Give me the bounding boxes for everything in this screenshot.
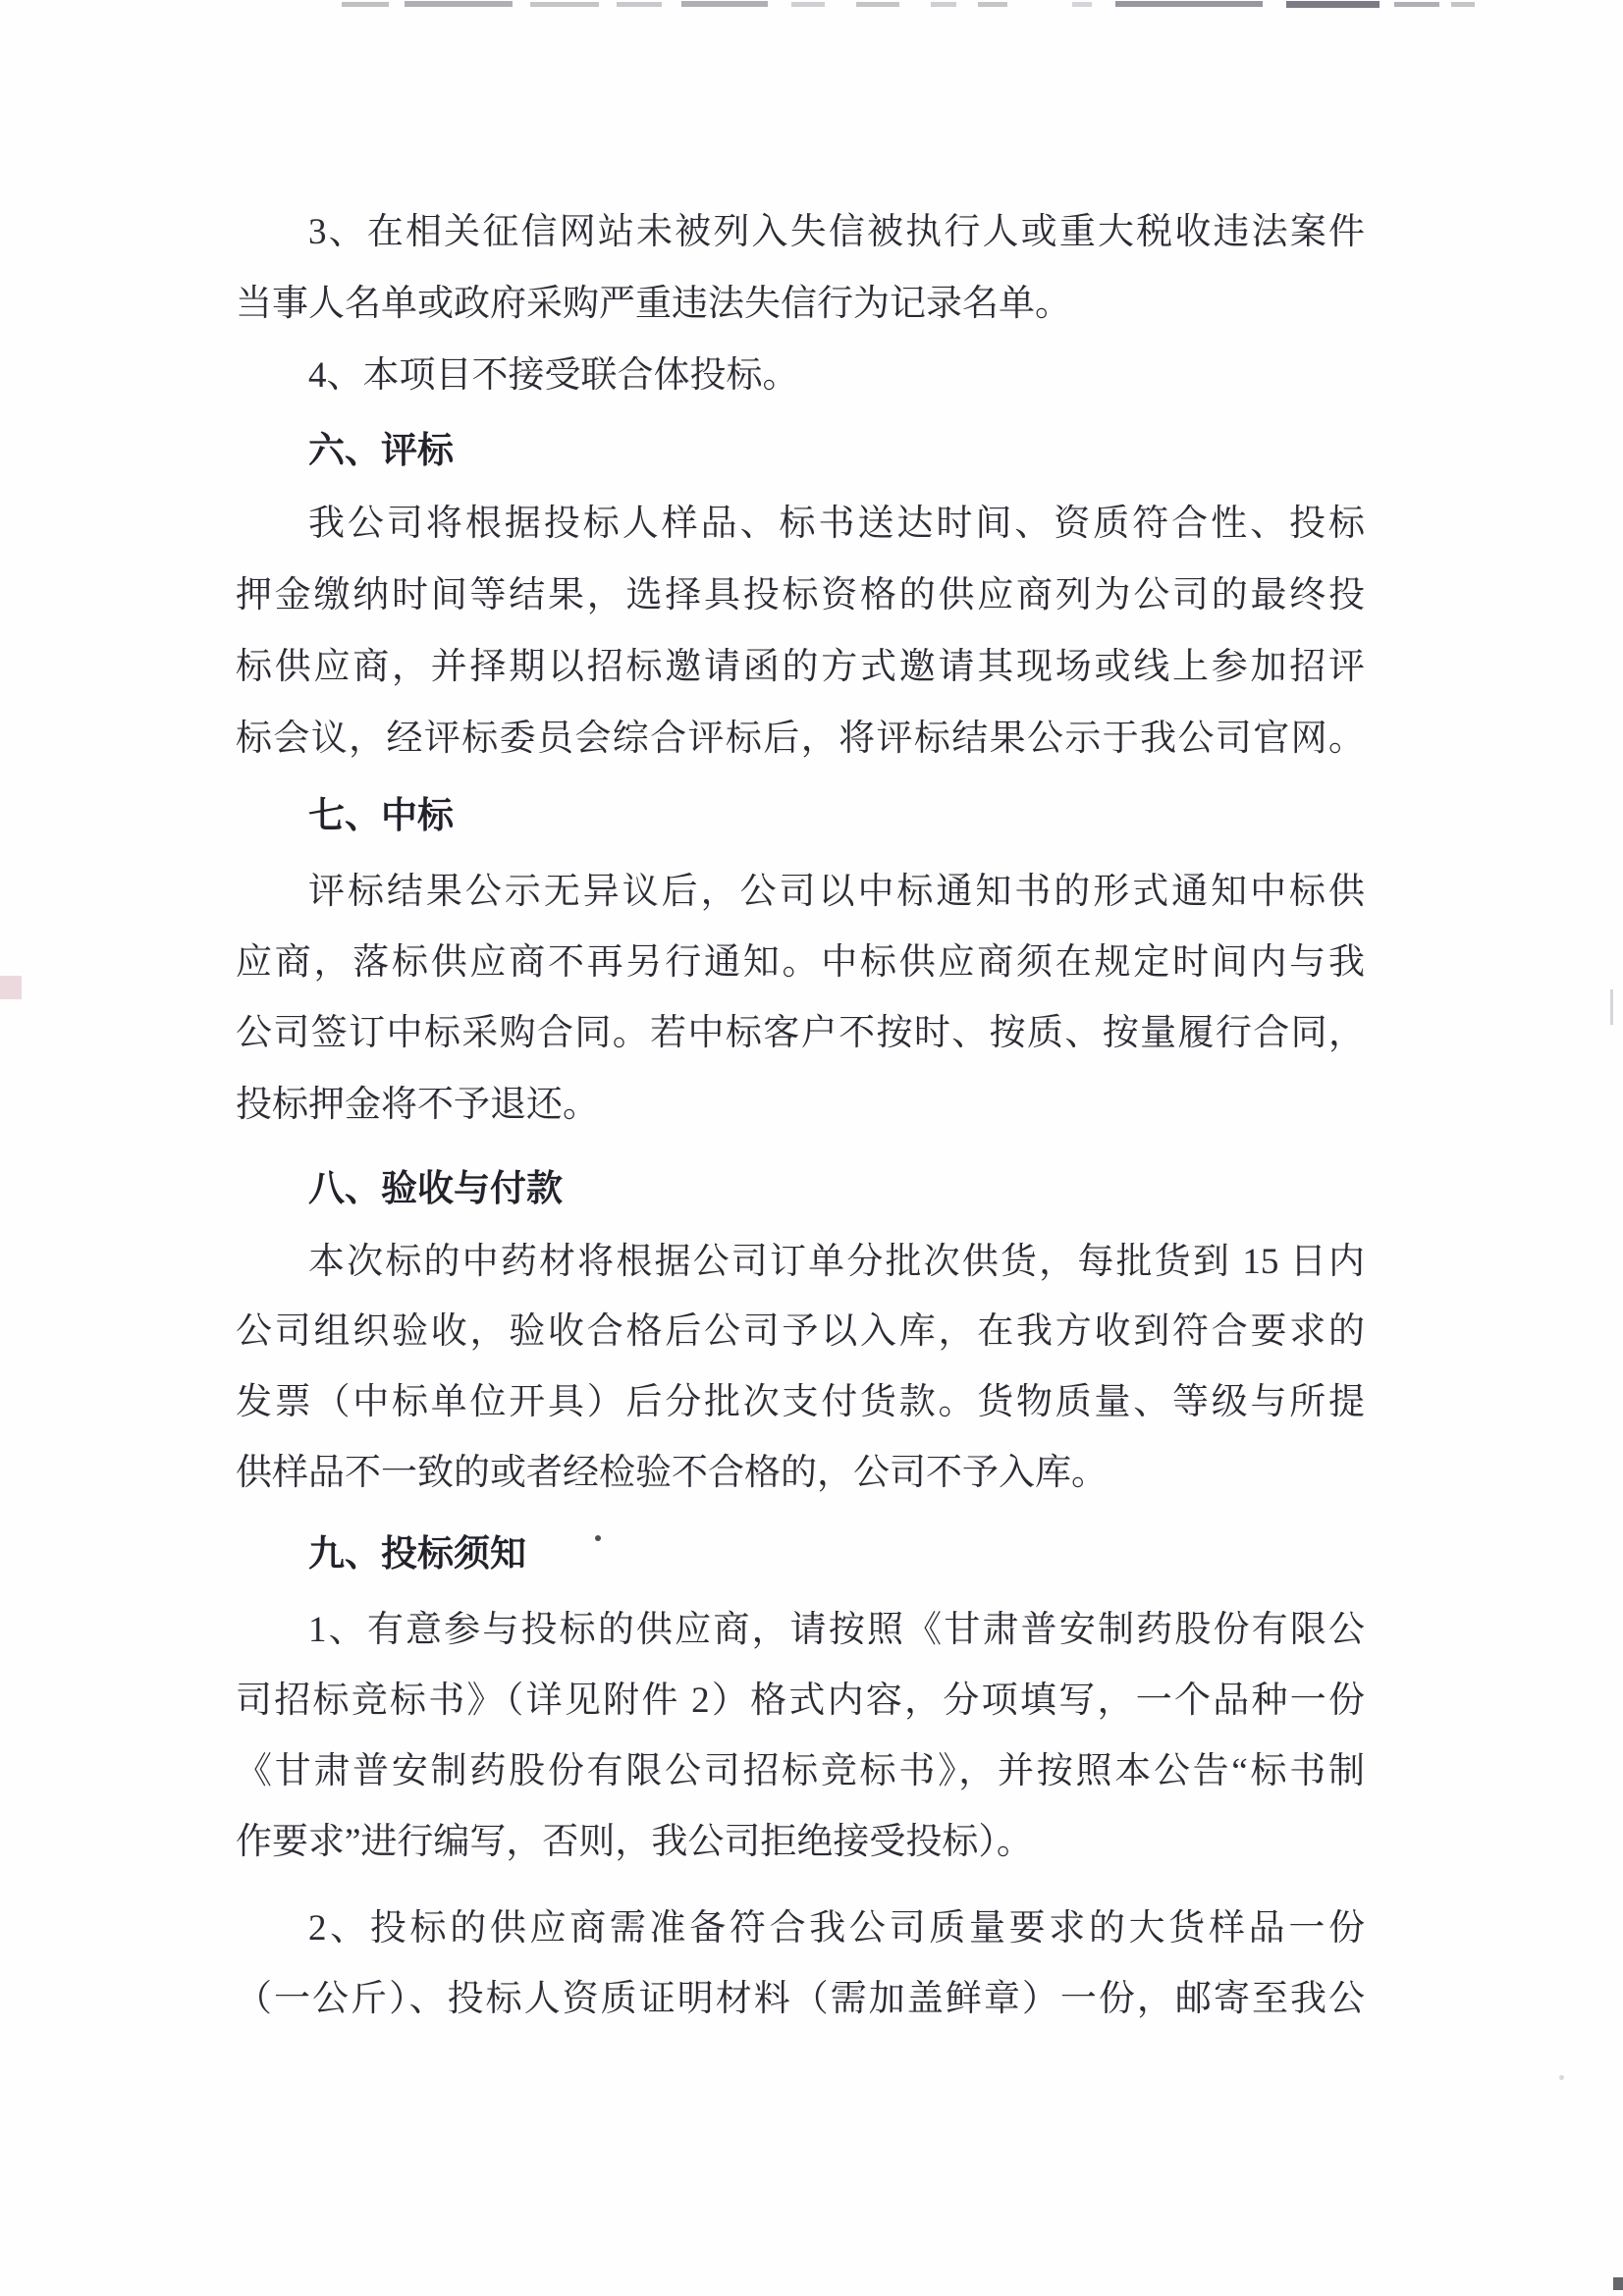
scan-artifact-spot xyxy=(1559,2075,1564,2080)
scan-artifact-top-edge xyxy=(1394,2,1439,7)
text-line: 1、有意参与投标的供应商，请按照《甘肃普安制药股份有限公 xyxy=(308,1610,1365,1650)
section-heading: 八、验收与付款 xyxy=(308,1168,563,1208)
text-line: 司招标竞标书》（详见附件 2）格式内容，分项填写，一个品种一份 xyxy=(236,1681,1365,1721)
text-line: 《甘肃普安制药股份有限公司招标竞标书》，并按照本公告“标书制 xyxy=(236,1751,1365,1791)
text-line: 供样品不一致的或者经检验不合格的，公司不予入库。 xyxy=(236,1453,1108,1493)
scan-artifact-top-edge xyxy=(1115,1,1263,7)
scan-artifact-spot xyxy=(1613,2277,1623,2290)
text-line: 投标押金将不予退还。 xyxy=(236,1085,599,1125)
scan-artifact-top-edge xyxy=(931,2,956,7)
scan-artifact-top-edge xyxy=(681,1,768,7)
text-line: 4、本项目不接受联合体投标。 xyxy=(308,355,799,396)
scan-artifact-spot xyxy=(0,976,22,999)
text-line: 评标结果公示无异议后，公司以中标通知书的形式通知中标供 xyxy=(308,872,1365,912)
scan-artifact-top-edge xyxy=(1451,2,1475,7)
scan-artifact-top-edge xyxy=(342,2,389,7)
text-line: 我公司将根据投标人样品、标书送达时间、资质符合性、投标 xyxy=(308,504,1365,544)
text-line: 2、投标的供应商需准备符合我公司质量要求的大货样品一份 xyxy=(308,1908,1365,1949)
text-line: 作要求”进行编写，否则，我公司拒绝接受投标）。 xyxy=(236,1822,1033,1862)
text-line: 标供应商，并择期以招标邀请函的方式邀请其现场或线上参加招评 xyxy=(236,647,1365,687)
text-line: 应商，落标供应商不再另行通知。中标供应商须在规定时间内与我 xyxy=(236,942,1365,983)
section-heading: 九、投标须知 xyxy=(308,1533,526,1574)
scan-artifact-top-edge xyxy=(791,2,825,7)
scan-artifact-top-edge xyxy=(405,1,513,7)
text-line: 3、在相关征信网站未被列入失信被执行人或重大税收违法案件 xyxy=(308,212,1365,252)
text-line: 公司签订中标采购合同。若中标客户不按时、按质、按量履行合同， xyxy=(236,1013,1365,1053)
scan-artifact-top-edge xyxy=(1072,2,1092,7)
scan-artifact-top-edge xyxy=(617,2,662,7)
text-line: 发票（中标单位开具）后分批次支付货款。货物质量、等级与所提 xyxy=(236,1382,1365,1422)
section-heading: 七、中标 xyxy=(308,795,454,835)
scan-artifact-spot xyxy=(1610,989,1613,1025)
section-heading: 六、评标 xyxy=(308,430,454,470)
scan-artifact-top-edge xyxy=(1286,1,1380,8)
text-line: 本次标的中药材将根据公司订单分批次供货，每批货到 15 日内 xyxy=(308,1242,1365,1282)
text-line: （一公斤）、投标人资质证明材料（需加盖鲜章）一份，邮寄至我公 xyxy=(236,1979,1365,2019)
scan-artifact-top-edge xyxy=(530,2,599,7)
text-line: 押金缴纳时间等结果，选择具投标资格的供应商列为公司的最终投 xyxy=(236,575,1365,615)
text-line: 公司组织验收，验收合格后公司予以入库，在我方收到符合要求的 xyxy=(236,1311,1365,1352)
scan-artifact-top-edge xyxy=(856,2,899,7)
text-line: 标会议，经评标委员会综合评标后，将评标结果公示于我公司官网。 xyxy=(236,719,1365,759)
scan-artifact-top-edge xyxy=(978,2,1007,7)
text-line: 当事人名单或政府采购严重违法失信行为记录名单。 xyxy=(236,284,1071,324)
